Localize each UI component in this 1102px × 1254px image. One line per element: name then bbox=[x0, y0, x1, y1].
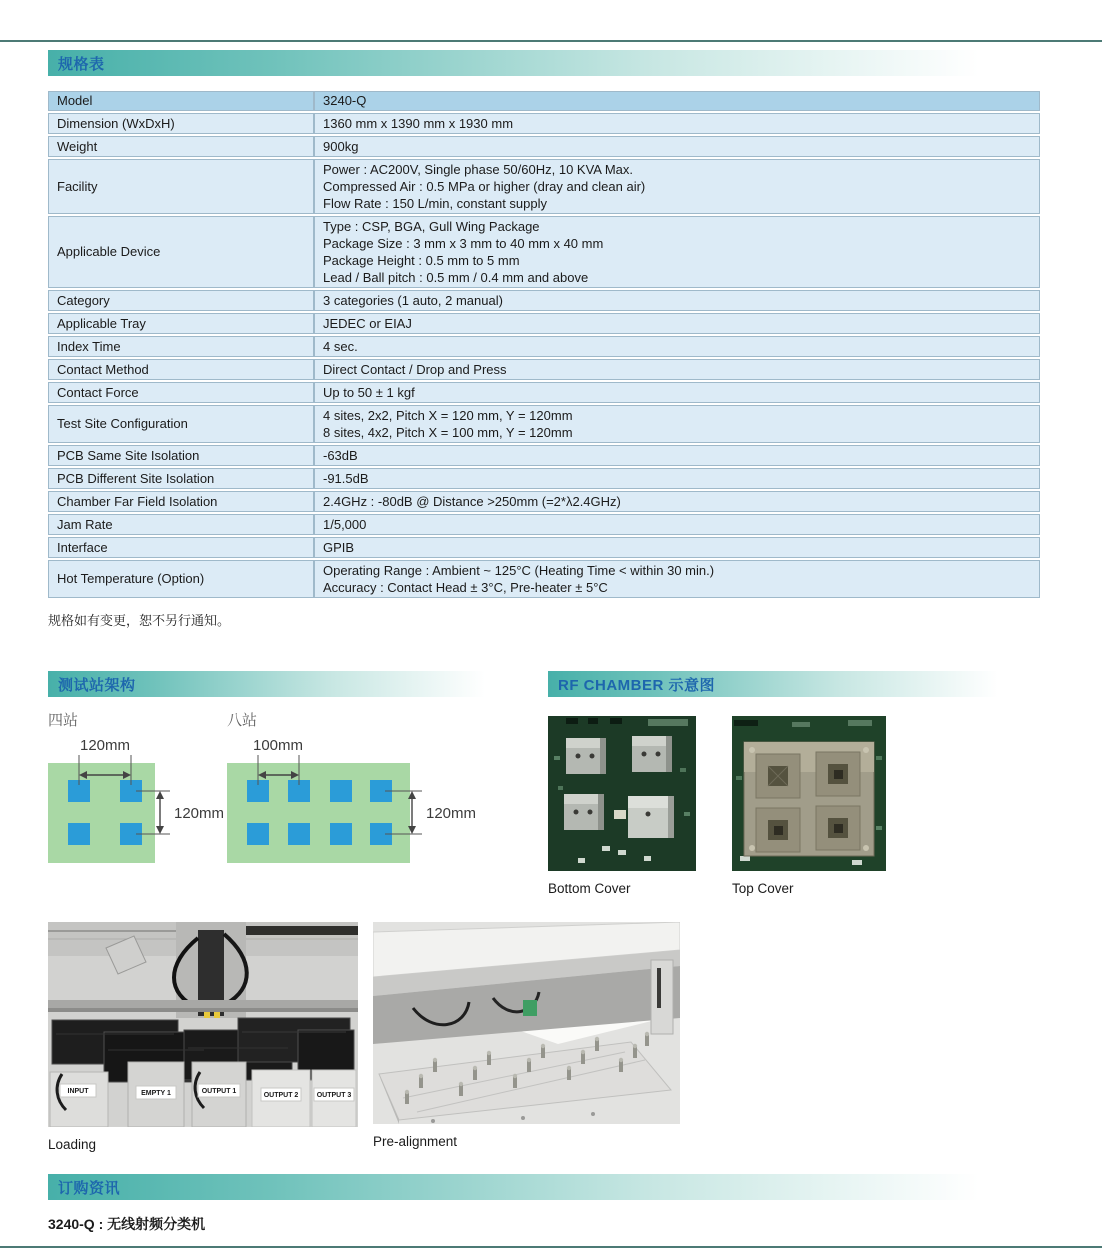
socket-recess bbox=[756, 754, 800, 798]
rf-chamber-title: RF CHAMBER 示意图 bbox=[558, 676, 715, 694]
spec-row-value bbox=[314, 405, 1040, 443]
pitch-y-label: 120mm bbox=[174, 805, 225, 822]
spec-row-value-line: -63dB bbox=[323, 447, 358, 463]
rf-chamber-section bbox=[548, 671, 1037, 896]
spec-row-value bbox=[314, 290, 1040, 311]
spec-row-label: Chamber Far Field Isolation bbox=[48, 491, 314, 512]
spec-row-label: Applicable Device bbox=[48, 216, 314, 288]
spec-table-row bbox=[48, 537, 1040, 558]
spec-table-row bbox=[48, 159, 1040, 214]
spec-row-value-line: Power : AC200V, Single phase 50/60Hz, 10 KVA Max. bbox=[323, 161, 634, 177]
spec-row-label: Contact Force bbox=[48, 382, 314, 403]
stacker-label-output3: OUTPUT 3 bbox=[316, 1092, 352, 1099]
spec-row-label: Applicable Tray bbox=[48, 313, 314, 334]
spec-header-value: 3240-Q bbox=[314, 91, 1040, 111]
spec-row-value bbox=[314, 382, 1040, 403]
top-cover-figure bbox=[732, 716, 886, 896]
spec-row-value bbox=[314, 113, 1040, 134]
spec-table-row bbox=[48, 405, 1040, 443]
socket-recess bbox=[756, 808, 800, 852]
spec-row-label: Dimension (WxDxH) bbox=[48, 113, 314, 134]
spec-section-title: 规格表 bbox=[58, 55, 105, 73]
loading-figure bbox=[48, 922, 358, 1152]
spec-row-value-line: 4 sec. bbox=[323, 338, 358, 354]
spec-row-value-line: 1/5,000 bbox=[323, 516, 367, 532]
test-board bbox=[48, 763, 155, 863]
spec-row-label: PCB Different Site Isolation bbox=[48, 468, 314, 489]
spec-table-row bbox=[48, 491, 1040, 512]
test-site bbox=[247, 823, 269, 845]
diagram-eight-station bbox=[227, 709, 477, 875]
shield-can bbox=[632, 736, 672, 772]
stacker-label-output2: OUTPUT 2 bbox=[263, 1092, 299, 1099]
test-site bbox=[330, 823, 352, 845]
spec-table-row bbox=[48, 113, 1040, 134]
test-station-bar bbox=[48, 671, 523, 697]
spec-row-label: Weight bbox=[48, 136, 314, 157]
spec-row-value bbox=[314, 313, 1040, 334]
rf-chamber-photos bbox=[548, 716, 1037, 896]
spec-row-value-line: GPIB bbox=[323, 539, 355, 555]
pitch-y-label: 120mm bbox=[426, 805, 477, 822]
diagram-eight-station-label: 八站 bbox=[227, 712, 258, 729]
spec-row-value bbox=[314, 491, 1040, 512]
spec-row-label: Facility bbox=[48, 159, 314, 214]
page-top-rule bbox=[0, 40, 1102, 42]
spec-header-label: Model bbox=[48, 91, 314, 111]
spec-table-row bbox=[48, 359, 1040, 380]
spec-table-row bbox=[48, 313, 1040, 334]
loading-photo bbox=[48, 922, 358, 1127]
pre-alignment-caption: Pre-alignment bbox=[373, 1134, 458, 1149]
spec-row-value-line: Direct Contact / Drop and Press bbox=[323, 361, 507, 377]
spec-section-bar bbox=[48, 50, 1060, 76]
spec-row-value-line: 3 categories (1 auto, 2 manual) bbox=[323, 292, 503, 308]
shield-can bbox=[564, 794, 604, 830]
spec-table-row bbox=[48, 514, 1040, 535]
test-station-diagrams bbox=[48, 709, 523, 875]
spec-row-value-line: Lead / Ball pitch : 0.5 mm / 0.4 mm and above bbox=[323, 269, 589, 285]
spec-row-value-line: -91.5dB bbox=[323, 470, 369, 486]
stacker-label-empty1: EMPTY 1 bbox=[141, 1090, 171, 1097]
order-section-bar bbox=[48, 1174, 1060, 1200]
spec-table-row bbox=[48, 445, 1040, 466]
spec-row-value-line: 1360 mm x 1390 mm x 1930 mm bbox=[323, 115, 514, 131]
order-model-line: 3240-Q : 无线射频分类机 bbox=[48, 1216, 206, 1232]
bottom-cover-photo bbox=[548, 716, 696, 871]
spec-table-row bbox=[48, 336, 1040, 357]
spec-row-value-line: 8 sites, 4x2, Pitch X = 100 mm, Y = 120mm bbox=[323, 424, 573, 440]
spec-row-value-line: Flow Rate : 150 L/min, constant supply bbox=[323, 195, 548, 211]
spec-table-row bbox=[48, 290, 1040, 311]
spec-row-label: Category bbox=[48, 290, 314, 311]
spec-row-value-line: Operating Range : Ambient ~ 125°C (Heating Time < within 30 min.) bbox=[323, 562, 715, 578]
spec-row-value-line: Package Size : 3 mm x 3 mm to 40 mm x 40 mm bbox=[323, 235, 604, 251]
datasheet-page bbox=[0, 50, 1102, 1234]
spec-row-value bbox=[314, 159, 1040, 214]
test-board bbox=[227, 763, 410, 863]
test-station-title: 测试站架构 bbox=[58, 676, 136, 694]
page-bottom-rule bbox=[0, 1246, 1102, 1248]
spec-table-row bbox=[48, 136, 1040, 157]
test-site bbox=[330, 780, 352, 802]
spec-row-value-line: Accuracy : Contact Head ± 3°C, Pre-heater ± 5°C bbox=[323, 579, 608, 595]
cover-plate bbox=[744, 742, 874, 856]
test-site bbox=[68, 823, 90, 845]
spec-row-value-line: 2.4GHz : -80dB @ Distance >250mm (=2*λ2.4GHz) bbox=[323, 493, 621, 509]
spec-row-value bbox=[314, 136, 1040, 157]
spec-row-value bbox=[314, 537, 1040, 558]
green-connector bbox=[523, 1000, 537, 1016]
test-site bbox=[288, 823, 310, 845]
shield-can bbox=[628, 796, 674, 838]
spec-row-label: Interface bbox=[48, 537, 314, 558]
diagram-four-station bbox=[48, 709, 227, 875]
spec-table-header-row bbox=[48, 91, 1040, 111]
spec-note: 规格如有变更，恕不另行通知。 bbox=[48, 613, 231, 628]
middle-sections bbox=[48, 671, 1060, 896]
machine-photos bbox=[48, 922, 1060, 1152]
spec-row-value-line: JEDEC or EIAJ bbox=[323, 315, 412, 331]
spec-table-body bbox=[48, 113, 1040, 598]
spec-table-row bbox=[48, 216, 1040, 288]
pre-alignment-photo bbox=[373, 922, 680, 1124]
stacker-label-output1: OUTPUT 1 bbox=[201, 1088, 237, 1095]
shield-can bbox=[566, 738, 606, 774]
spec-row-label: Test Site Configuration bbox=[48, 405, 314, 443]
spec-row-value bbox=[314, 514, 1040, 535]
spec-row-value-line: Up to 50 ± 1 kgf bbox=[323, 384, 415, 400]
spec-table-row bbox=[48, 468, 1040, 489]
spec-row-value bbox=[314, 216, 1040, 288]
spec-row-label: Index Time bbox=[48, 336, 314, 357]
diagram-four-station-label: 四站 bbox=[48, 712, 79, 729]
spec-row-value bbox=[314, 445, 1040, 466]
stacker-label-input: INPUT bbox=[67, 1088, 89, 1095]
diagram-four-station-figure bbox=[48, 735, 227, 875]
bottom-cover-caption: Bottom Cover bbox=[548, 881, 631, 896]
spec-row-value bbox=[314, 560, 1040, 598]
spec-row-value-line: Package Height : 0.5 mm to 5 mm bbox=[323, 252, 520, 268]
spec-row-value-line: Type : CSP, BGA, Gull Wing Package bbox=[323, 218, 540, 234]
spec-row-label: Hot Temperature (Option) bbox=[48, 560, 314, 598]
spec-row-value-line: 4 sites, 2x2, Pitch X = 120 mm, Y = 120mm bbox=[323, 407, 573, 423]
tray-stackers bbox=[50, 1062, 356, 1127]
spec-row-value bbox=[314, 359, 1040, 380]
pitch-x-label: 100mm bbox=[252, 737, 304, 754]
top-cover-photo bbox=[732, 716, 886, 871]
spec-table-row bbox=[48, 560, 1040, 598]
pre-alignment-figure bbox=[373, 922, 680, 1152]
socket-recess bbox=[816, 806, 860, 850]
spec-row-value-line: Compressed Air : 0.5 MPa or higher (dray and clean air) bbox=[323, 178, 646, 194]
spec-row-label: Contact Method bbox=[48, 359, 314, 380]
spec-row-label: Jam Rate bbox=[48, 514, 314, 535]
top-cover-caption: Top Cover bbox=[732, 881, 794, 896]
socket-recess bbox=[816, 752, 860, 796]
bottom-cover-figure bbox=[548, 716, 696, 896]
pitch-x-label: 120mm bbox=[79, 737, 131, 754]
loading-caption: Loading bbox=[48, 1137, 97, 1152]
test-station-section bbox=[48, 671, 523, 896]
diagram-eight-station-figure bbox=[227, 735, 477, 875]
spec-row-value-line: 900kg bbox=[323, 138, 359, 154]
spec-table-row bbox=[48, 382, 1040, 403]
rf-chamber-bar bbox=[548, 671, 1037, 697]
spec-table bbox=[48, 89, 1040, 600]
spec-row-label: PCB Same Site Isolation bbox=[48, 445, 314, 466]
spec-row-value bbox=[314, 468, 1040, 489]
spec-row-value bbox=[314, 336, 1040, 357]
order-section-title: 订购资讯 bbox=[58, 1179, 121, 1197]
